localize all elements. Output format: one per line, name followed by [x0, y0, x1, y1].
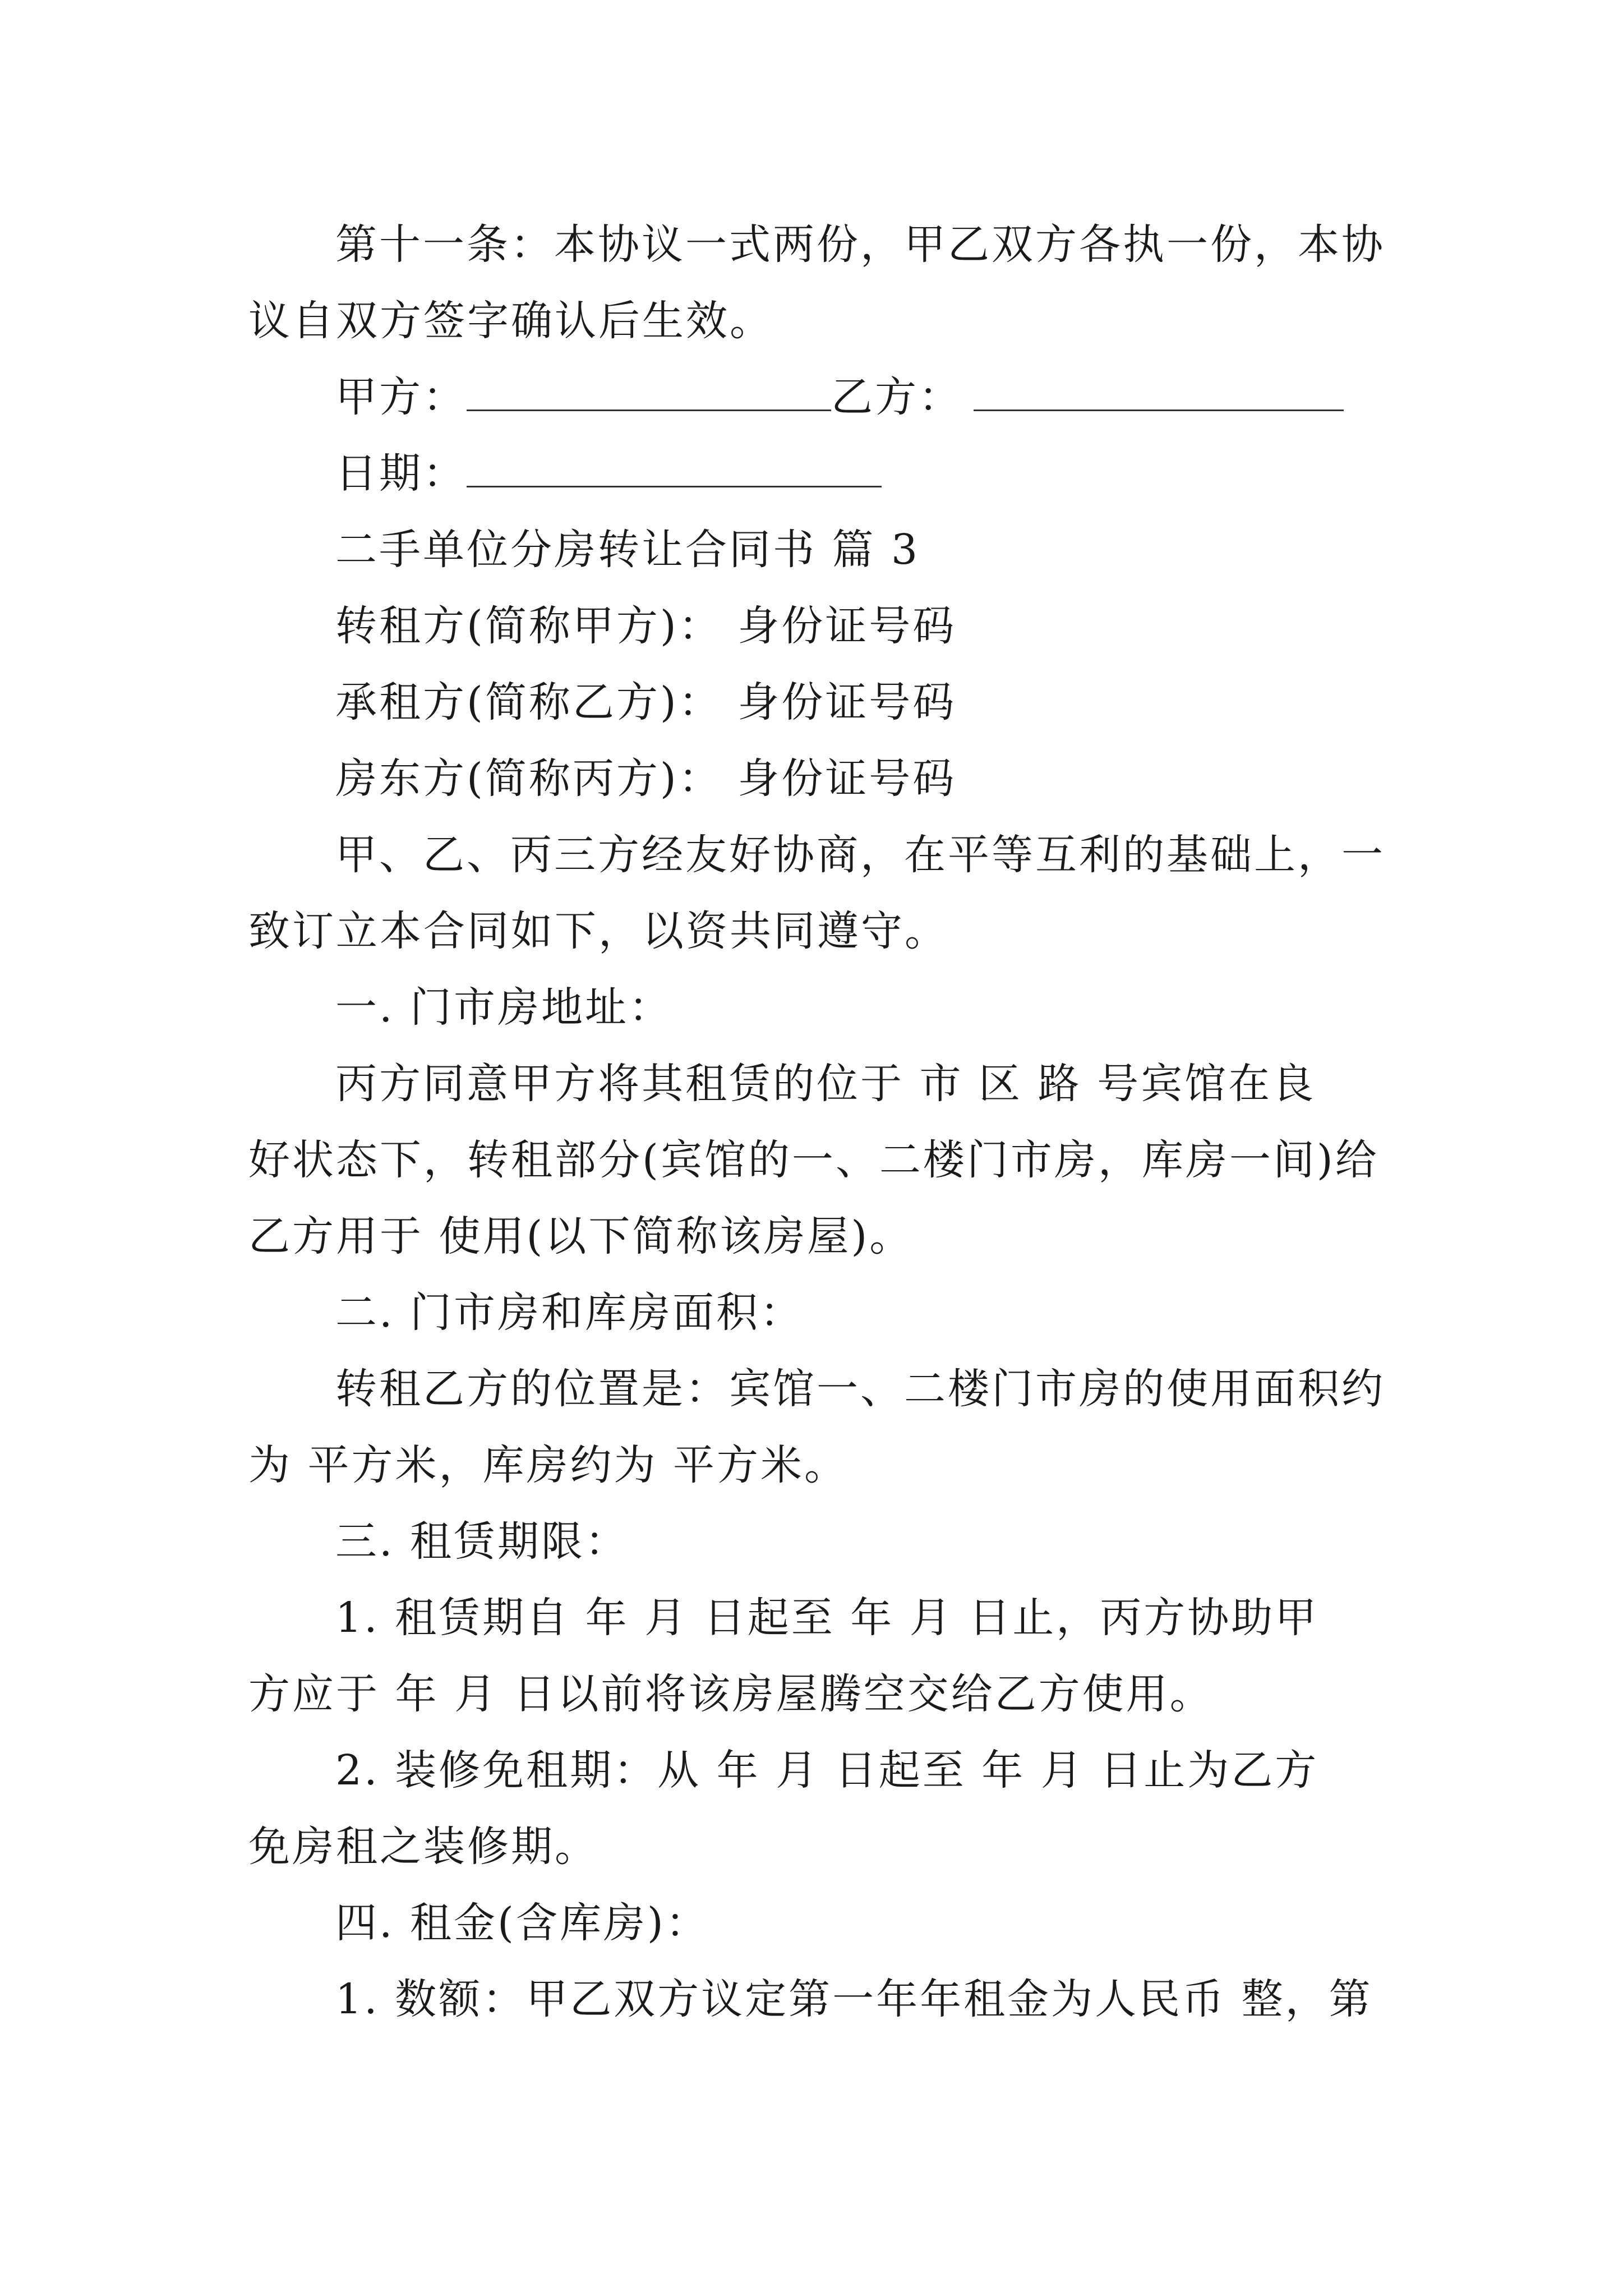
paragraph-4-line-2: 免房租之装修期。	[248, 1823, 598, 1871]
heading-3: 三. 租赁期限：	[335, 1517, 629, 1566]
paragraph-2-line-1: 转租乙方的位置是：宾馆一、二楼门市房的使用面积约	[335, 1365, 1385, 1413]
article-11-line-1: 第十一条：本协议一式两份，甲乙双方各执一份，本协	[335, 220, 1385, 269]
sublessor-line: 转租方(简称甲方)： 身份证号码	[335, 602, 957, 650]
paragraph-5-line-1: 1. 数额：甲乙双方议定第一年年租金为人民币 整，第	[335, 1975, 1373, 2023]
paragraph-3-line-2: 方应于 年 月 日以前将该房屋腾空交给乙方使用。	[248, 1670, 1214, 1718]
party-a-label: 甲方：	[335, 373, 467, 421]
heading-4: 四. 租金(含库房)：	[335, 1899, 709, 1947]
landlord-line: 房东方(简称丙方)： 身份证号码	[335, 754, 957, 803]
article-11-line-2: 议自双方签字确认后生效。	[248, 297, 773, 345]
intro-line-1: 甲、乙、丙三方经友好协商，在平等互利的基础上，一	[335, 831, 1385, 879]
date-label: 日期：	[335, 449, 467, 498]
party-b-label: 乙方：	[831, 373, 962, 421]
paragraph-1-line-3: 乙方用于 使用(以下简称该房屋)。	[248, 1212, 914, 1260]
party-b-signature-blank	[974, 372, 1344, 411]
signature-row-parties	[335, 369, 1344, 425]
paragraph-1-line-1: 丙方同意甲方将其租赁的位于 市 区 路 号宾馆在良	[335, 1060, 1316, 1108]
date-blank	[467, 449, 882, 487]
heading-2: 二. 门市房和库房面积：	[335, 1289, 804, 1337]
party-a-signature-blank	[467, 372, 831, 411]
heading-1: 一. 门市房地址：	[335, 983, 673, 1032]
paragraph-1-line-2: 好状态下，转租部分(宾馆的一、二楼门市房，库房一间)给	[248, 1136, 1379, 1184]
section-title: 二手单位分房转让合同书 篇 3	[335, 526, 920, 574]
signature-row-date	[335, 445, 882, 501]
paragraph-4-line-1: 2. 装修免租期：从 年 月 日起至 年 月 日止为乙方	[335, 1746, 1319, 1795]
lessee-line: 承租方(简称乙方)： 身份证号码	[335, 678, 957, 726]
paragraph-3-line-1: 1. 租赁期自 年 月 日起至 年 月 日止，丙方协助甲	[335, 1594, 1319, 1642]
intro-line-2: 致订立本合同如下，以资共同遵守。	[248, 907, 948, 955]
paragraph-2-line-2: 为 平方米，库房约为 平方米。	[248, 1441, 849, 1489]
